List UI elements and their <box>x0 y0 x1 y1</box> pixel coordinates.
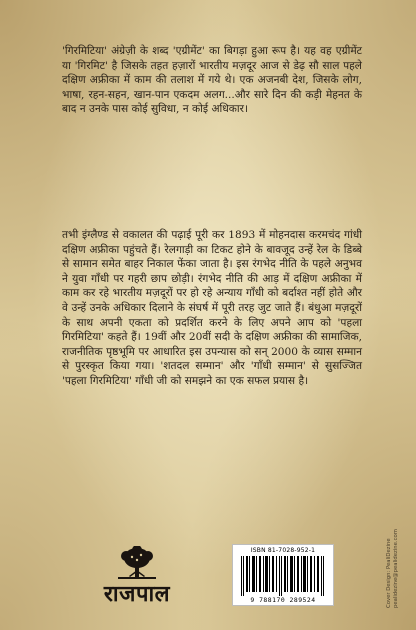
cover-design-credit <box>386 529 400 608</box>
publisher-logo <box>82 546 192 610</box>
blurb-paragraph-2: तभी इंग्लैण्ड से वकालत की पढ़ाई पूरी कर 1893 में मोहनदास करमचंद गांधी दक्षिण अफ्रीका पहुंचते हैं। रेलगाड़ी का टिकट होने के बावजूद उन्हें रेल के डिब्बे से सामान समेत बाहर निकाल फेंका जाता है। इस रंगभेद नीति के पहले अनुभव ने युवा गाँधी पर गहरी छाप छोड़ी। रंगभेद नीति की आड़ में दक्षिण अफ्रीका में काम कर रहे भारतीय मज़दूरों पर हो रहे अन्याय गाँधी को बर्दाश्त नहीं होते और वे उन्हें उनके अधिकार दिलाने के संघर्ष में पूरी तरह जुट जाते हैं। बंधुआ मज़दूरों के साथ अपनी एकता को प्रदर्शित करने के लिए अपने आप को 'पहला गिरमिटिया' कहते हैं। 19वीं और 20वीं सदी के दक्षिण अफ्रीका की सामाजिक, राजनीतिक पृष्ठभूमि पर आधारित इस उपन्यास को सन् 2000 के व्यास सम्मान से पुरस्कृत किया गया। 'शतदल सम्मान' और 'गाँधी सम्मान' से सुसज्जित 'पहला गिरमिटिया' गाँधी जी को समझने का एक सफल प्रयास है। <box>62 229 362 387</box>
barcode-number: 9 788170 289524 <box>250 596 316 604</box>
credit-line-1: Cover Design: PealiDezine <box>386 538 392 608</box>
barcode-icon <box>239 556 327 596</box>
tree-logo-icon <box>82 546 192 580</box>
isbn-barcode-box <box>232 544 334 606</box>
credit-line-2: pealidezine@pealidezine.com <box>393 529 399 608</box>
isbn-label: ISBN 81-7028-952-1 <box>250 547 316 554</box>
publisher-name: राजपाल <box>103 581 171 607</box>
blurb-paragraph-1: 'गिरमिटिया' अंग्रेज़ी के शब्द 'एग्रीमेंट' का बिगड़ा हुआ रूप है। यह वह एग्रीमेंट या 'गिरमिट' है जिसके तहत हज़ारों भारतीय मज़दूर आज से डेढ़ सौ साल पहले दक्षिण अफ्रीका में काम की तलाश में गये थे। एक अजनबी देश, जिसके लोग, भाषा, रहन-सहन, खान-पान एकदम अलग...और सारे दिन की कड़ी मेहनत के बाद न उनके पास कोई सुविधा, न कोई अधिकार। <box>62 45 362 116</box>
